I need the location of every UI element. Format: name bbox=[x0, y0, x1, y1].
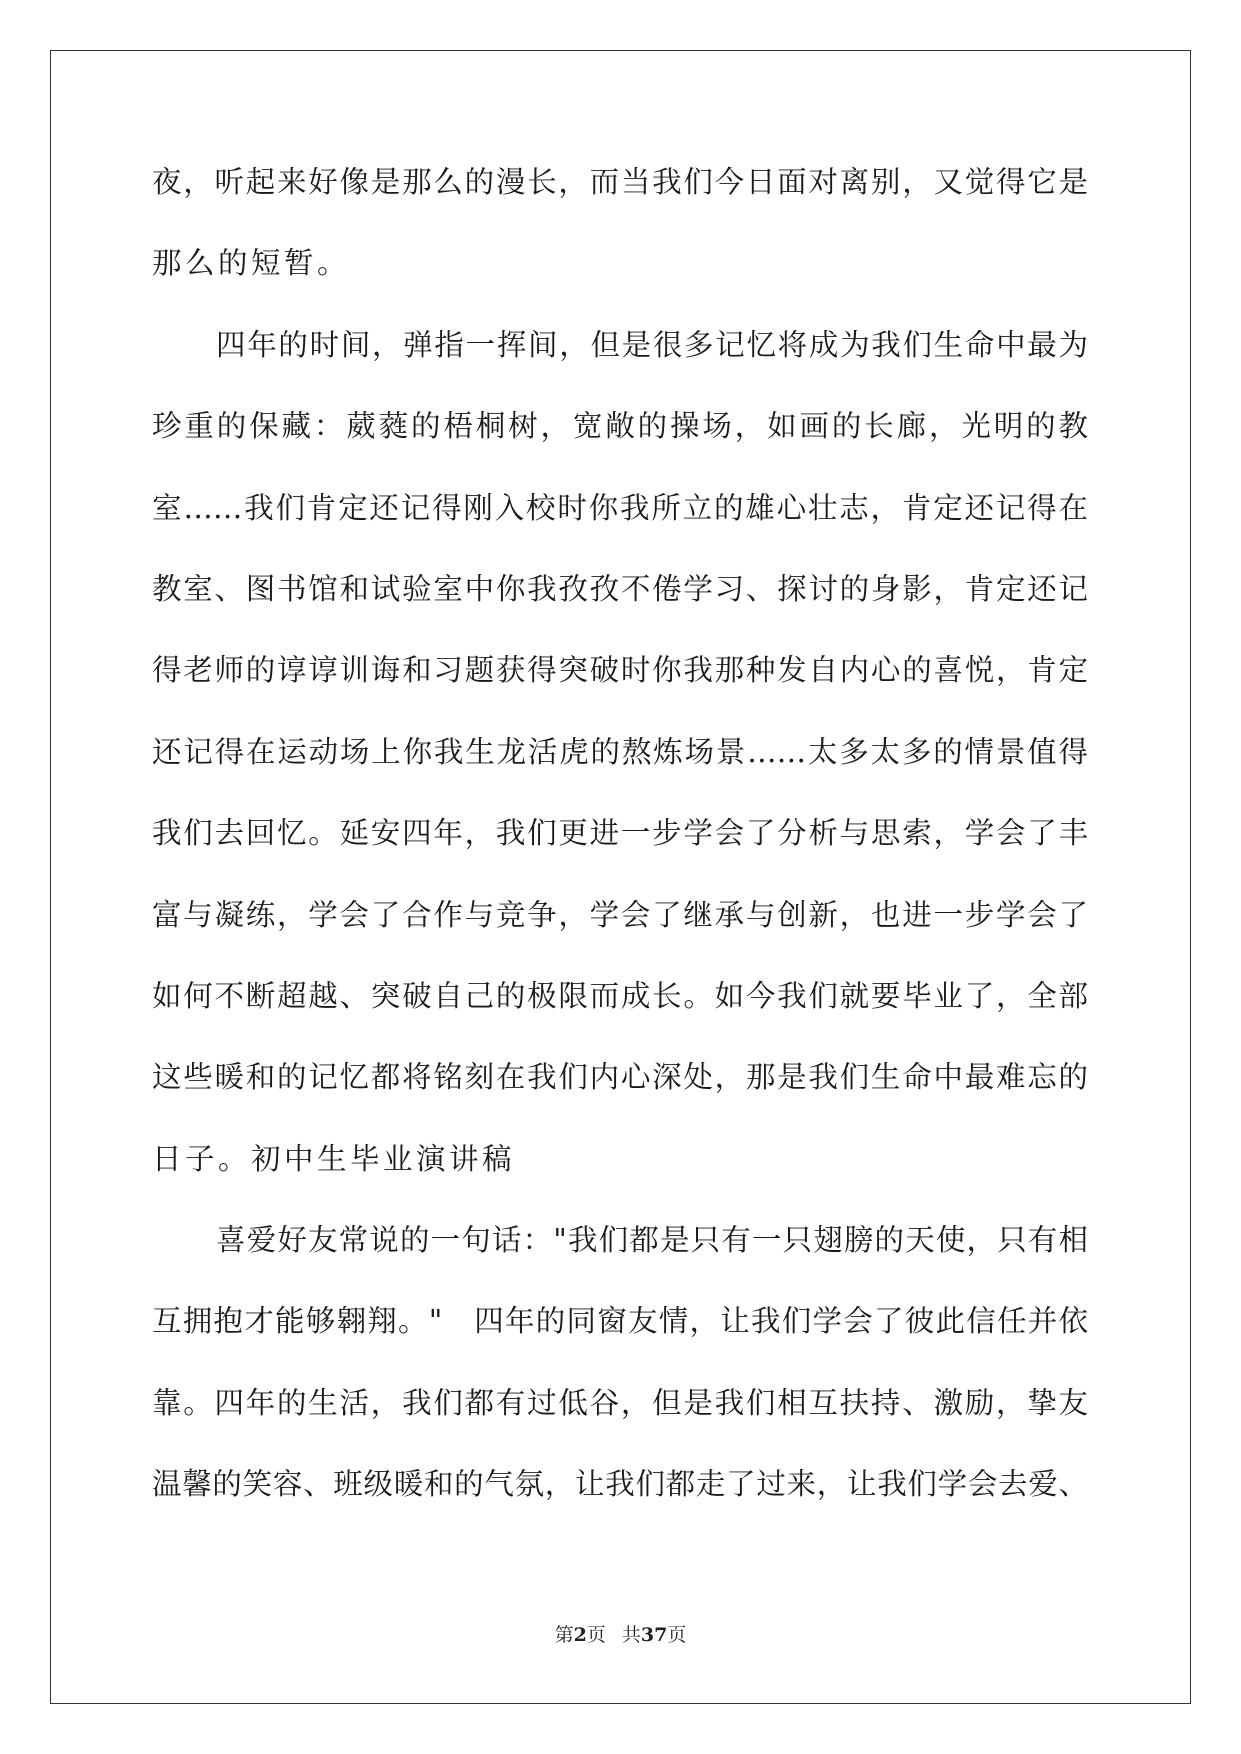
text-line: 得老师的谆谆训诲和习题获得突破时你我那种发自内心的喜悦，肯定 bbox=[152, 653, 1088, 688]
text-line: 珍重的保藏：葳蕤的梧桐树，宽敞的操场，如画的长廊，光明的教 bbox=[152, 409, 1088, 444]
text-line: 这些暖和的记忆都将铭刻在我们内心深处，那是我们生命中最难忘的 bbox=[152, 1060, 1088, 1095]
footer-total-prefix: 共 bbox=[621, 1624, 641, 1646]
text-line: 教室、图书馆和试验室中你我孜孜不倦学习、探讨的身影，肯定还记 bbox=[152, 571, 1088, 606]
text-line: 日子。初中生毕业演讲稿 bbox=[152, 1141, 516, 1176]
page-footer bbox=[0, 1623, 1241, 1647]
text-line: 靠。四年的生活，我们都有过低谷，但是我们相互扶持、激励，挚友 bbox=[152, 1385, 1088, 1420]
text-line: 那么的短暂。 bbox=[152, 246, 351, 281]
footer-total-suffix: 页 bbox=[667, 1624, 687, 1646]
text-line: 喜爱好友常说的一句话："我们都是只有一只翅膀的天使，只有相 bbox=[216, 1223, 1088, 1258]
text-line: 四年的时间，弹指一挥间，但是很多记忆将成为我们生命中最为 bbox=[216, 327, 1088, 362]
text-line: 如何不断超越、突破自己的极限而成长。如今我们就要毕业了，全部 bbox=[152, 978, 1088, 1013]
body-text bbox=[152, 162, 1088, 1546]
text-line: 我们去回忆。延安四年，我们更进一步学会了分析与思索，学会了丰 bbox=[152, 816, 1088, 851]
text-line: 还记得在运动场上你我生龙活虎的熬炼场景……太多太多的情景值得 bbox=[152, 734, 1088, 769]
footer-page-suffix: 页 bbox=[586, 1624, 606, 1646]
text-line: 富与凝练，学会了合作与竞争，学会了继承与创新，也进一步学会了 bbox=[152, 897, 1088, 932]
total-pages: 37 bbox=[640, 1624, 668, 1646]
text-line: 温馨的笑容、班级暖和的气氛，让我们都走了过来，让我们学会去爱、 bbox=[152, 1467, 1088, 1502]
text-line: 室……我们肯定还记得刚入校时你我所立的雄心壮志，肯定还记得在 bbox=[152, 490, 1088, 525]
text-line: 互拥抱才能够翱翔。" 四年的同窗友情，让我们学会了彼此信任并依 bbox=[152, 1304, 1088, 1339]
footer-prefix: 第 bbox=[554, 1624, 574, 1646]
text-line: 夜，听起来好像是那么的漫长，而当我们今日面对离别，又觉得它是 bbox=[152, 165, 1088, 199]
page-number: 2 bbox=[573, 1624, 587, 1646]
